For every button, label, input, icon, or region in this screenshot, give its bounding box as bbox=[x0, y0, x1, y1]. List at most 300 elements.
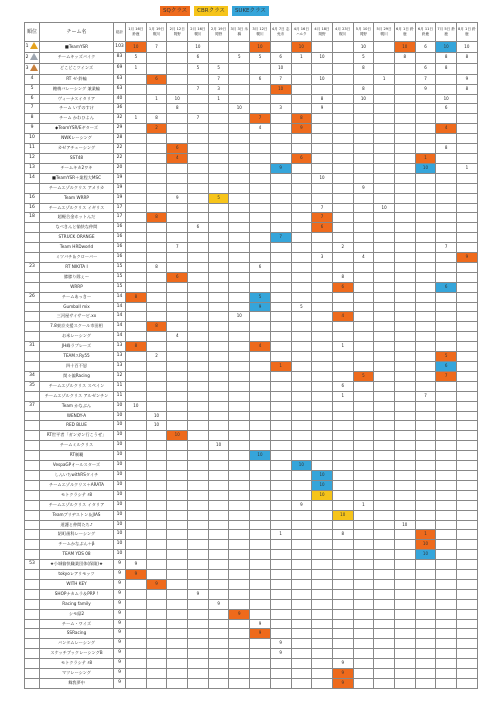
points-cell bbox=[167, 173, 188, 183]
points-cell bbox=[146, 451, 167, 461]
points-cell bbox=[229, 480, 250, 490]
points-cell bbox=[126, 362, 147, 372]
team-cell: チームエゾルクリス アルゼンチン bbox=[40, 391, 114, 401]
points-cell bbox=[229, 134, 250, 144]
points-cell bbox=[332, 520, 353, 530]
total-cell: 63 bbox=[114, 84, 126, 94]
points-cell bbox=[457, 579, 478, 589]
points-cell: 7 bbox=[415, 391, 436, 401]
points-cell bbox=[250, 134, 271, 144]
points-cell: 6 bbox=[415, 63, 436, 74]
rank-cell bbox=[25, 52, 40, 63]
points-cell bbox=[457, 490, 478, 500]
points-cell: 6 bbox=[332, 381, 353, 391]
table-row bbox=[25, 609, 478, 619]
team-cell: WITH KEY bbox=[40, 579, 114, 589]
points-cell bbox=[415, 639, 436, 649]
points-cell bbox=[436, 173, 457, 183]
points-cell bbox=[250, 312, 271, 322]
points-cell: 6 bbox=[332, 282, 353, 292]
points-cell: 7 bbox=[436, 371, 457, 381]
class-legend bbox=[160, 6, 269, 16]
points-cell bbox=[374, 599, 395, 609]
points-cell bbox=[374, 579, 395, 589]
points-cell bbox=[332, 579, 353, 589]
points-cell bbox=[146, 84, 167, 94]
points-cell: 1 bbox=[126, 63, 147, 74]
points-cell bbox=[332, 500, 353, 510]
points-cell bbox=[208, 114, 229, 124]
points-cell bbox=[188, 144, 209, 154]
rank-value: 1 bbox=[25, 44, 29, 49]
points-cell bbox=[126, 421, 147, 431]
points-cell bbox=[146, 144, 167, 154]
table-row bbox=[25, 431, 478, 441]
points-cell bbox=[457, 144, 478, 154]
points-cell bbox=[374, 560, 395, 570]
points-cell bbox=[291, 144, 312, 154]
points-cell bbox=[374, 144, 395, 154]
crown-icon bbox=[30, 53, 38, 60]
points-cell bbox=[208, 520, 229, 530]
crown-icon bbox=[30, 42, 38, 49]
points-cell: 7 bbox=[415, 74, 436, 84]
points-cell bbox=[436, 183, 457, 193]
points-cell bbox=[250, 461, 271, 471]
points-cell: 7 bbox=[312, 213, 333, 223]
total-header: 総計 bbox=[114, 23, 126, 42]
points-cell bbox=[229, 362, 250, 372]
points-cell bbox=[374, 451, 395, 461]
table-row bbox=[25, 183, 478, 193]
points-cell bbox=[312, 183, 333, 193]
points-cell bbox=[167, 203, 188, 213]
points-cell bbox=[436, 579, 457, 589]
points-cell bbox=[436, 342, 457, 352]
points-cell bbox=[188, 490, 209, 500]
team-cell: 四十百不怒 bbox=[40, 362, 114, 372]
total-cell: 19 bbox=[114, 183, 126, 193]
points-cell: 8 bbox=[126, 292, 147, 302]
points-cell bbox=[374, 362, 395, 372]
points-cell bbox=[415, 173, 436, 183]
points-cell bbox=[457, 104, 478, 114]
total-cell: 17 bbox=[114, 213, 126, 223]
points-cell bbox=[188, 530, 209, 540]
race-header: 6月 1日 鈴鹿 bbox=[394, 23, 415, 42]
points-cell bbox=[312, 550, 333, 560]
points-cell bbox=[126, 679, 147, 689]
total-cell: 19 bbox=[114, 193, 126, 203]
points-cell bbox=[394, 411, 415, 421]
points-cell bbox=[353, 540, 374, 550]
points-cell: 10 bbox=[250, 42, 271, 53]
rank-cell bbox=[25, 352, 40, 362]
points-cell bbox=[457, 114, 478, 124]
points-cell bbox=[374, 619, 395, 629]
points-cell bbox=[126, 134, 147, 144]
rank-value: 11 bbox=[29, 145, 35, 151]
total-cell: 63 bbox=[114, 74, 126, 84]
points-cell bbox=[394, 163, 415, 173]
points-cell: 10 bbox=[332, 510, 353, 520]
points-cell bbox=[270, 153, 291, 163]
points-cell bbox=[126, 470, 147, 480]
points-cell bbox=[146, 223, 167, 233]
points-cell bbox=[374, 233, 395, 243]
points-cell: 8 bbox=[312, 94, 333, 104]
points-cell bbox=[457, 332, 478, 342]
points-cell bbox=[250, 213, 271, 223]
points-cell bbox=[167, 560, 188, 570]
rank-value: 10 bbox=[29, 135, 35, 141]
points-cell bbox=[229, 332, 250, 342]
points-cell: 4 bbox=[332, 312, 353, 322]
points-cell bbox=[394, 550, 415, 560]
points-cell bbox=[436, 153, 457, 163]
points-cell bbox=[270, 490, 291, 500]
points-cell bbox=[250, 381, 271, 391]
points-cell bbox=[415, 352, 436, 362]
table-row bbox=[25, 42, 478, 53]
team-cell: スケッチブックレーシングB bbox=[40, 649, 114, 659]
points-cell bbox=[167, 253, 188, 263]
table-row bbox=[25, 63, 478, 74]
points-cell bbox=[312, 381, 333, 391]
total-cell: 9 bbox=[114, 609, 126, 619]
points-cell bbox=[415, 262, 436, 272]
points-cell bbox=[167, 322, 188, 332]
points-cell bbox=[167, 540, 188, 550]
total-cell: 36 bbox=[114, 104, 126, 114]
points-cell bbox=[312, 431, 333, 441]
points-cell: 9 bbox=[332, 679, 353, 689]
points-cell bbox=[312, 84, 333, 94]
points-cell bbox=[270, 253, 291, 263]
points-cell bbox=[126, 669, 147, 679]
table-row bbox=[25, 292, 478, 302]
rank-value: 34 bbox=[29, 372, 35, 378]
points-cell bbox=[353, 322, 374, 332]
points-cell bbox=[353, 312, 374, 322]
table-row bbox=[25, 52, 478, 63]
points-cell bbox=[332, 421, 353, 431]
points-cell bbox=[436, 530, 457, 540]
points-cell bbox=[436, 302, 457, 312]
points-cell bbox=[250, 391, 271, 401]
points-cell: 10 bbox=[208, 441, 229, 451]
points-cell bbox=[394, 599, 415, 609]
points-cell bbox=[394, 480, 415, 490]
points-cell bbox=[415, 312, 436, 322]
points-cell bbox=[208, 421, 229, 431]
points-cell bbox=[126, 540, 147, 550]
table-row bbox=[25, 243, 478, 253]
points-cell bbox=[167, 480, 188, 490]
points-cell: 10 bbox=[167, 431, 188, 441]
points-cell bbox=[374, 381, 395, 391]
points-cell: 8 bbox=[126, 342, 147, 352]
rank-cell bbox=[25, 401, 40, 411]
points-cell bbox=[457, 669, 478, 679]
points-cell bbox=[436, 451, 457, 461]
points-cell bbox=[208, 659, 229, 669]
points-cell bbox=[270, 560, 291, 570]
points-cell bbox=[270, 669, 291, 679]
points-cell bbox=[457, 94, 478, 104]
points-cell bbox=[167, 490, 188, 500]
points-cell bbox=[250, 183, 271, 193]
points-cell bbox=[353, 134, 374, 144]
points-cell bbox=[332, 124, 353, 134]
points-cell bbox=[436, 441, 457, 451]
points-cell bbox=[394, 619, 415, 629]
points-cell: 6 bbox=[415, 42, 436, 53]
total-cell: 14 bbox=[114, 312, 126, 322]
points-cell bbox=[353, 461, 374, 471]
points-cell bbox=[270, 272, 291, 282]
points-cell bbox=[188, 441, 209, 451]
points-cell: 9 bbox=[167, 193, 188, 203]
points-cell: 8 bbox=[146, 213, 167, 223]
race-header: 5月 10日 岡野 bbox=[353, 23, 374, 42]
points-cell bbox=[415, 619, 436, 629]
points-cell bbox=[167, 411, 188, 421]
total-cell: 28 bbox=[114, 134, 126, 144]
rank-header: 順位 bbox=[25, 23, 40, 42]
team-cell: 三河屋サイサービ.xx bbox=[40, 312, 114, 322]
total-cell: 103 bbox=[114, 42, 126, 53]
team-cell: チーム いずのすけ bbox=[40, 104, 114, 114]
rank-value: 26 bbox=[29, 293, 35, 299]
points-cell bbox=[167, 63, 188, 74]
points-cell bbox=[353, 362, 374, 372]
table-row bbox=[25, 253, 478, 263]
points-cell bbox=[250, 104, 271, 114]
points-cell bbox=[146, 520, 167, 530]
table-row bbox=[25, 441, 478, 451]
points-cell bbox=[229, 560, 250, 570]
points-cell bbox=[146, 461, 167, 471]
team-cell: チーム かわひよん bbox=[40, 114, 114, 124]
rank-cell bbox=[25, 421, 40, 431]
legend-item: SUKEクラス bbox=[232, 6, 269, 16]
points-cell bbox=[208, 451, 229, 461]
rank-cell bbox=[25, 213, 40, 223]
points-cell bbox=[167, 381, 188, 391]
points-cell bbox=[167, 262, 188, 272]
points-cell bbox=[250, 589, 271, 599]
points-cell bbox=[270, 302, 291, 312]
points-cell bbox=[291, 163, 312, 173]
points-cell bbox=[146, 619, 167, 629]
table-row bbox=[25, 223, 478, 233]
rank-cell bbox=[25, 342, 40, 352]
points-cell bbox=[270, 629, 291, 639]
points-cell bbox=[374, 302, 395, 312]
points-cell bbox=[167, 183, 188, 193]
points-cell bbox=[374, 461, 395, 471]
rank-cell bbox=[25, 134, 40, 144]
points-cell bbox=[146, 570, 167, 580]
points-cell bbox=[353, 441, 374, 451]
points-cell bbox=[415, 253, 436, 263]
points-cell: 1 bbox=[208, 94, 229, 104]
points-cell bbox=[457, 262, 478, 272]
points-cell bbox=[374, 163, 395, 173]
points-cell bbox=[229, 94, 250, 104]
points-cell bbox=[229, 639, 250, 649]
points-cell bbox=[270, 173, 291, 183]
total-cell: 10 bbox=[114, 431, 126, 441]
points-cell bbox=[457, 124, 478, 134]
points-cell bbox=[312, 679, 333, 689]
points-cell bbox=[208, 669, 229, 679]
points-cell bbox=[229, 550, 250, 560]
points-cell bbox=[436, 560, 457, 570]
points-cell bbox=[353, 560, 374, 570]
points-cell bbox=[312, 649, 333, 659]
points-cell bbox=[126, 500, 147, 510]
points-cell bbox=[415, 599, 436, 609]
points-cell bbox=[188, 411, 209, 421]
points-cell bbox=[167, 629, 188, 639]
points-cell bbox=[146, 381, 167, 391]
rank-cell bbox=[25, 391, 40, 401]
points-cell bbox=[188, 163, 209, 173]
total-cell: 10 bbox=[114, 451, 126, 461]
points-cell: 10 bbox=[229, 312, 250, 322]
points-cell bbox=[457, 302, 478, 312]
rank-cell bbox=[25, 411, 40, 421]
points-cell: 9 bbox=[270, 639, 291, 649]
points-cell bbox=[126, 233, 147, 243]
points-cell bbox=[188, 609, 209, 619]
points-cell bbox=[229, 272, 250, 282]
total-cell: 9 bbox=[114, 649, 126, 659]
points-cell bbox=[146, 639, 167, 649]
points-cell bbox=[188, 550, 209, 560]
points-cell: 8 bbox=[353, 63, 374, 74]
points-cell: 5 bbox=[250, 292, 271, 302]
points-cell bbox=[291, 352, 312, 362]
points-cell: 7 bbox=[250, 114, 271, 124]
points-cell bbox=[374, 114, 395, 124]
points-cell bbox=[394, 74, 415, 84]
points-cell bbox=[457, 411, 478, 421]
points-cell: 4 bbox=[167, 153, 188, 163]
team-cell: 超軽合金ホットんだ bbox=[40, 213, 114, 223]
points-cell bbox=[270, 243, 291, 253]
points-cell bbox=[229, 193, 250, 203]
total-cell: 14 bbox=[114, 292, 126, 302]
points-cell bbox=[188, 421, 209, 431]
team-cell: RED BLUE bbox=[40, 421, 114, 431]
points-cell bbox=[208, 144, 229, 154]
points-cell bbox=[394, 352, 415, 362]
points-cell bbox=[436, 510, 457, 520]
points-cell bbox=[353, 213, 374, 223]
race-header: 4月 7日 志免市 bbox=[270, 23, 291, 42]
total-cell: 9 bbox=[114, 579, 126, 589]
points-cell bbox=[250, 193, 271, 203]
rank-cell bbox=[25, 629, 40, 639]
points-cell bbox=[270, 550, 291, 560]
points-cell bbox=[457, 421, 478, 431]
points-cell bbox=[457, 540, 478, 550]
points-cell bbox=[229, 42, 250, 53]
points-cell bbox=[250, 173, 271, 183]
total-cell: 16 bbox=[114, 253, 126, 263]
points-cell bbox=[394, 649, 415, 659]
points-cell: 5 bbox=[188, 63, 209, 74]
points-cell: 6 bbox=[250, 74, 271, 84]
points-cell: 10 bbox=[126, 42, 147, 53]
rank-cell bbox=[25, 124, 40, 134]
points-cell bbox=[126, 411, 147, 421]
points-cell bbox=[229, 173, 250, 183]
points-cell bbox=[229, 629, 250, 639]
points-cell bbox=[270, 619, 291, 629]
team-cell: しんいちwithRSタイチ bbox=[40, 470, 114, 480]
points-cell bbox=[250, 253, 271, 263]
rank-cell bbox=[25, 104, 40, 114]
points-cell bbox=[436, 272, 457, 282]
points-cell bbox=[353, 451, 374, 461]
total-cell: 15 bbox=[114, 282, 126, 292]
points-cell bbox=[270, 352, 291, 362]
race-header: 6月 11日 鈴鹿 bbox=[415, 23, 436, 42]
points-cell: 10 bbox=[353, 94, 374, 104]
team-cell: チームあっきー bbox=[40, 292, 114, 302]
points-cell: 2 bbox=[332, 243, 353, 253]
rank-cell bbox=[25, 183, 40, 193]
points-cell bbox=[126, 589, 147, 599]
total-cell: 10 bbox=[114, 401, 126, 411]
points-cell bbox=[270, 421, 291, 431]
points-cell: 9 bbox=[270, 649, 291, 659]
points-cell bbox=[126, 322, 147, 332]
points-cell: 2 bbox=[146, 124, 167, 134]
team-cell: ミツバチ＆クローバー bbox=[40, 253, 114, 263]
rank-cell bbox=[25, 362, 40, 372]
points-cell: 10 bbox=[146, 411, 167, 421]
points-cell bbox=[353, 510, 374, 520]
table-row bbox=[25, 570, 478, 580]
points-cell bbox=[312, 421, 333, 431]
points-cell bbox=[332, 183, 353, 193]
points-cell bbox=[250, 540, 271, 550]
points-cell bbox=[229, 411, 250, 421]
points-cell bbox=[146, 540, 167, 550]
points-cell bbox=[208, 203, 229, 213]
points-cell: 6 bbox=[270, 52, 291, 63]
points-cell: 5 bbox=[353, 371, 374, 381]
rank-cell bbox=[25, 441, 40, 451]
points-cell bbox=[250, 401, 271, 411]
points-cell bbox=[415, 520, 436, 530]
points-cell bbox=[415, 104, 436, 114]
points-cell bbox=[291, 540, 312, 550]
points-cell bbox=[291, 322, 312, 332]
total-cell: 20 bbox=[114, 163, 126, 173]
points-cell bbox=[229, 183, 250, 193]
points-cell bbox=[167, 163, 188, 173]
table-row bbox=[25, 381, 478, 391]
points-cell bbox=[394, 243, 415, 253]
team-cell: チーム・ワイズ bbox=[40, 619, 114, 629]
points-cell bbox=[146, 153, 167, 163]
